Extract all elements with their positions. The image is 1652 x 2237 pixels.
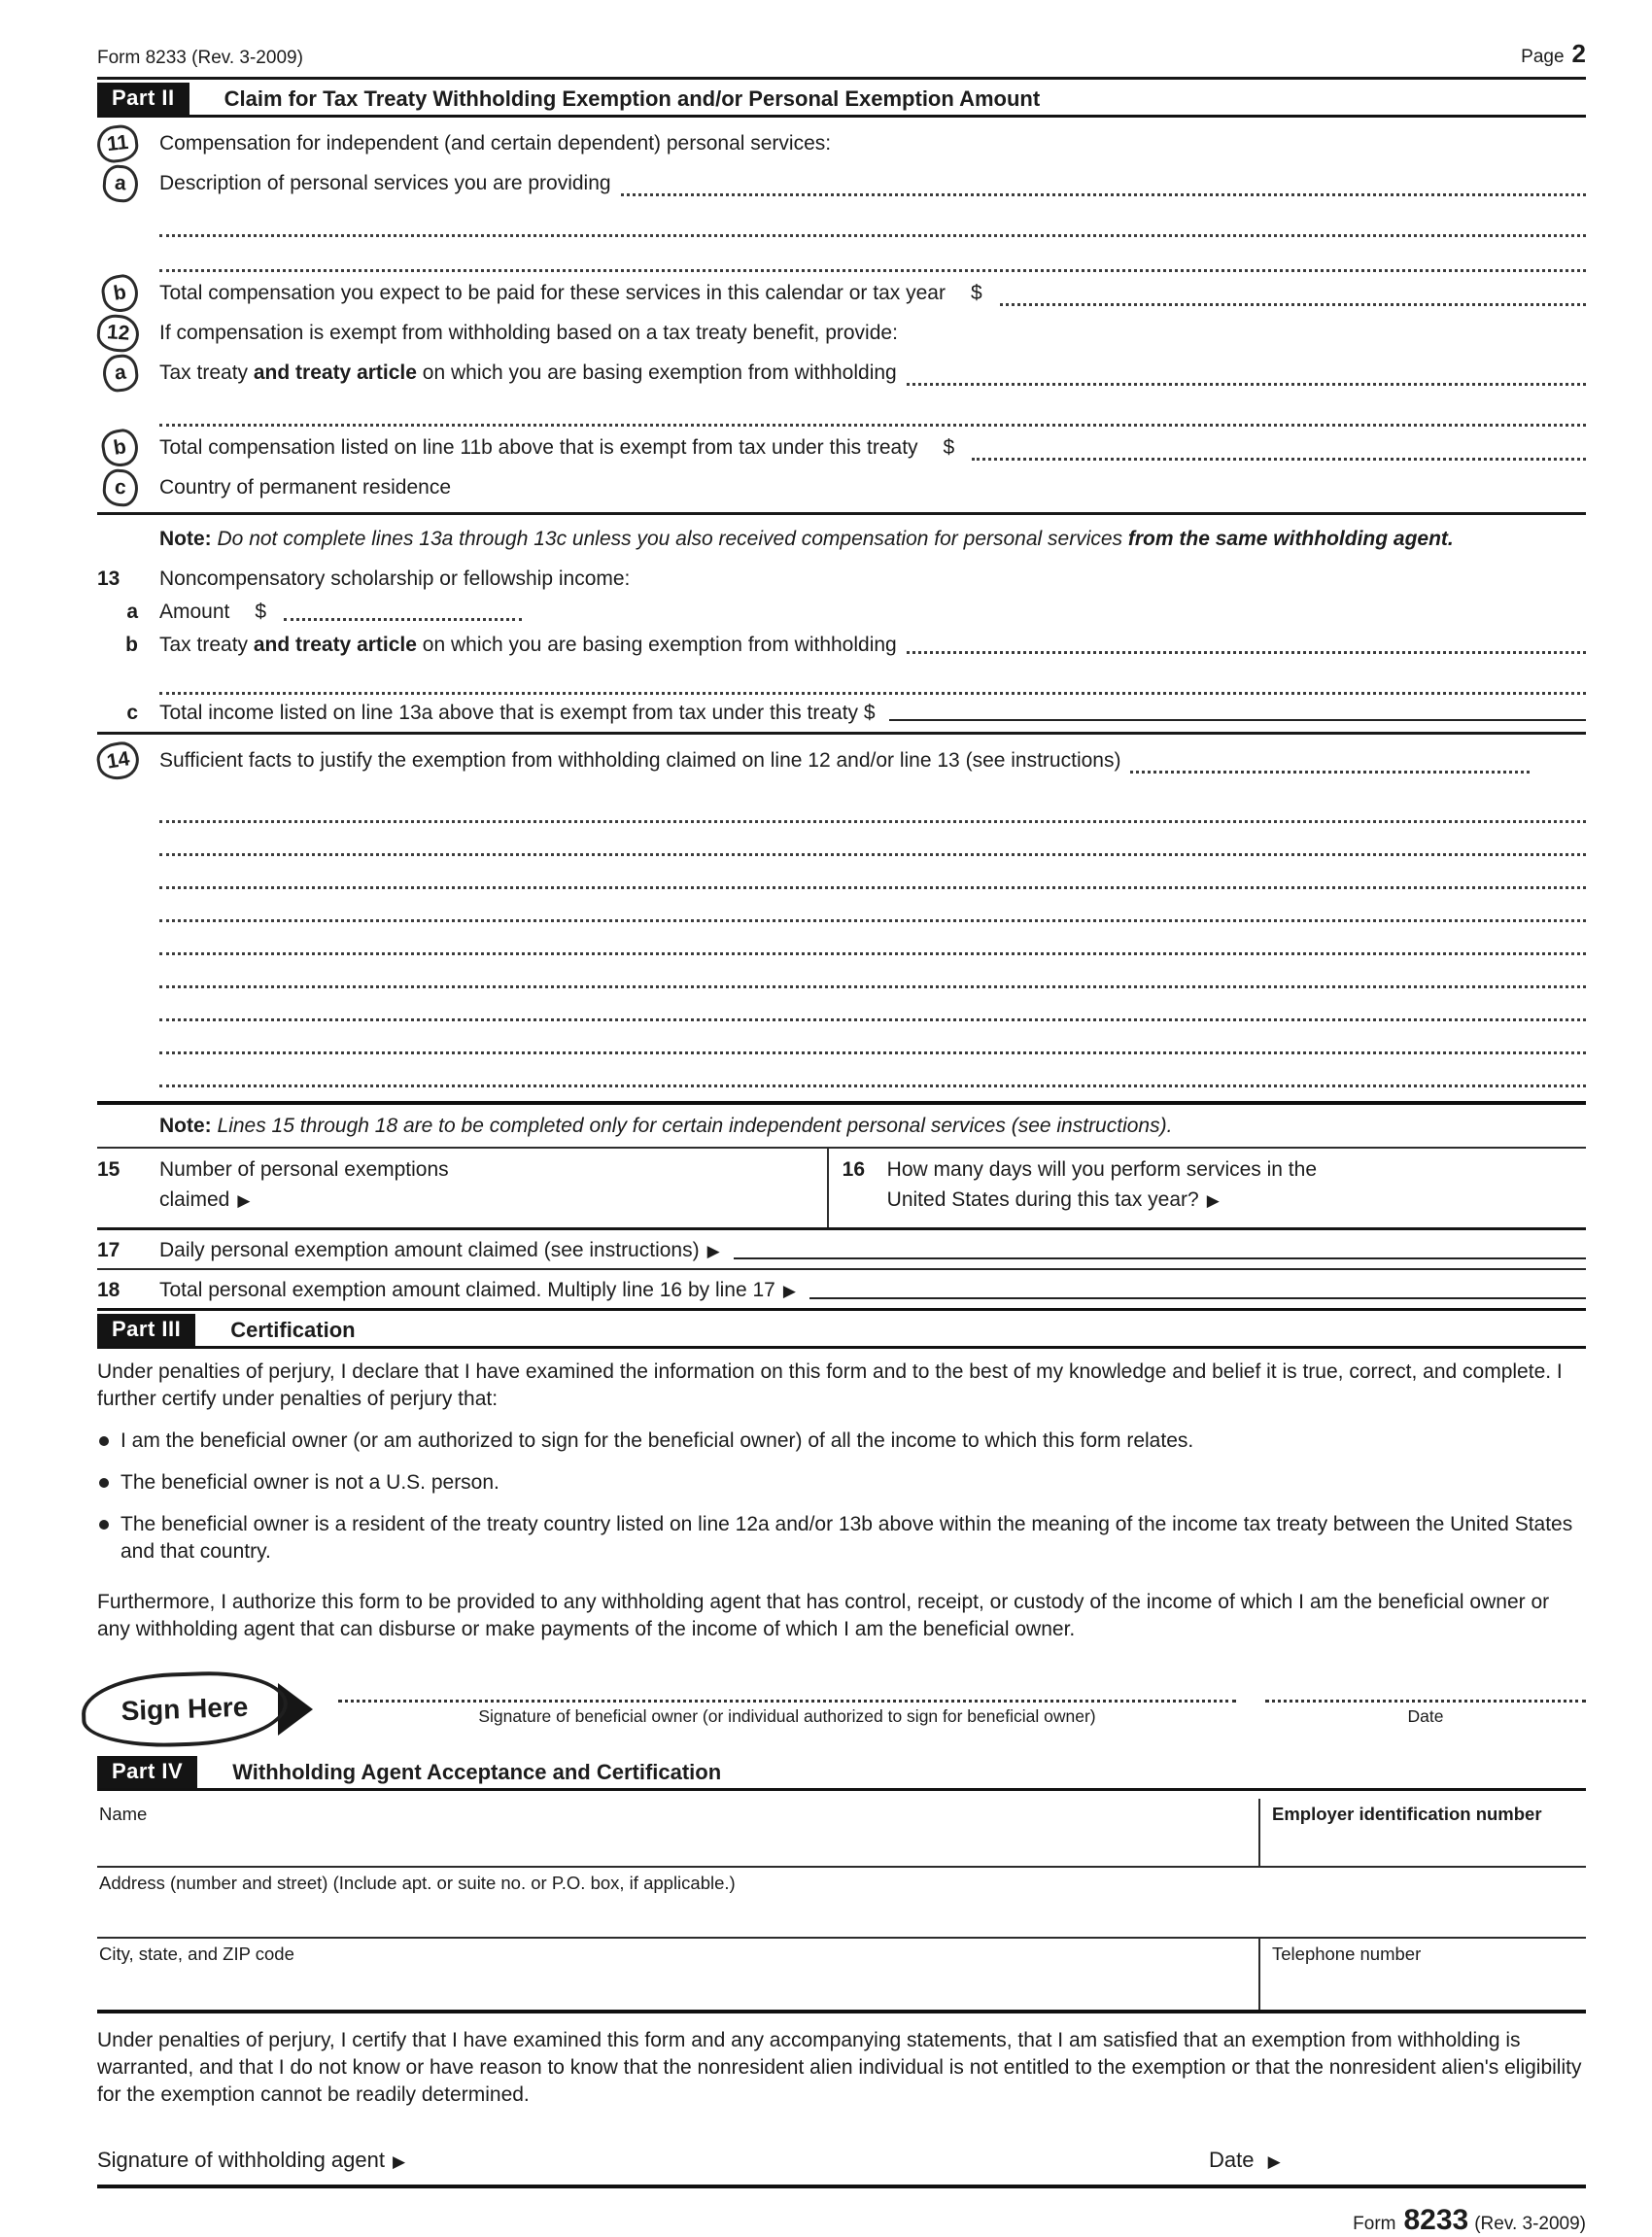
certification-bullet-3: The beneficial owner is a resident of the treaty country listed on line 12a and/or 13b above within the meaning of the income tax treaty between the United States and that country.: [97, 1511, 1586, 1566]
page-word: Page: [1521, 47, 1565, 67]
withholding-agent-fields: [97, 1799, 1586, 2013]
line-13a-amount-field[interactable]: [284, 617, 522, 621]
line-17-arrowhead-icon: ▶: [706, 1242, 720, 1260]
annotation-circle-12c: c: [102, 468, 139, 507]
line-11a-fill-line[interactable]: [621, 192, 1586, 196]
line-14-fill-line-5[interactable]: [159, 892, 1586, 922]
line-12b-dollar-sign: $: [943, 436, 955, 459]
line-13a: [97, 597, 1586, 627]
line-13c-label: Total income listed on line 13a above that is exempt from tax under this treaty $: [159, 702, 876, 724]
furthermore-paragraph: Furthermore, I authorize this form to be provided to any withholding agent that has control, receipt, or custody of the income of which I am the beneficial owner or any withholding agent that can disburse or make payments of the income of which I am the beneficial owner.: [97, 1591, 1550, 1640]
line-16-number: 16: [842, 1158, 866, 1181]
line-14-fill-line[interactable]: [1130, 770, 1530, 774]
line-12a-fill-line[interactable]: [907, 382, 1586, 386]
line-18-number: 18: [97, 1279, 120, 1301]
line-12b-amount-field[interactable]: [972, 457, 1586, 461]
agent-certification-paragraph: Under penalties of perjury, I certify that I have examined this form and any accompanying statements, that I am satisfied that an exemption from withholding is warranted, and that I do not know or have reason to know that the nonresident alien individual is not entitled to the exemption or that the nonresident alien's eligibility for the exemption cannot be readily determined.: [97, 2029, 1582, 2106]
line-11a: [97, 165, 1586, 202]
line-11b: [97, 275, 1586, 312]
footer-form-number: 8233: [1403, 2204, 1469, 2236]
form-id: Form 8233 (Rev. 3-2009): [97, 48, 303, 68]
line-13-number: 13: [97, 568, 120, 590]
line-11-number: [97, 125, 159, 162]
line-12a: [97, 355, 1586, 392]
signature-date-field[interactable]: [1265, 1693, 1586, 1703]
line-15-number: 15: [97, 1158, 120, 1181]
page-indicator: [1521, 39, 1586, 69]
signature-caption: Signature of beneficial owner (or individual authorized to sign for beneficial owner): [478, 1705, 1096, 1726]
line-17-amount-field[interactable]: [734, 1256, 1586, 1259]
sign-here-label: Sign Here: [120, 1691, 249, 1727]
line-14-fill-line-3[interactable]: [159, 826, 1586, 856]
line-13a-letter: a: [126, 601, 138, 623]
line-14-label: Sufficient facts to justify the exemption from withholding claimed on line 12 and/or line 13 (see instructions): [159, 749, 1121, 772]
sign-here-block: [97, 1672, 1586, 1746]
annotation-circle-12a: a: [101, 353, 139, 394]
line-17-number: 17: [97, 1239, 120, 1261]
line-14-fill-line-9[interactable]: [159, 1024, 1586, 1054]
part2-label: Part II: [97, 83, 189, 115]
line-11b-label: Total compensation you expect to be paid for these services in this calendar or tax year: [159, 282, 946, 304]
note-15-label: Note:: [159, 1115, 212, 1137]
agent-name-field[interactable]: [97, 1799, 1258, 1866]
certification-intro: Under penalties of perjury, I declare that I have examined the information on this form and to the best of my knowledge and belief it is true, correct, and complete. I further certify under penalties of perjury that:: [97, 1360, 1563, 1410]
line-12-number: [97, 315, 159, 352]
date-caption: Date: [1407, 1705, 1444, 1726]
certification-bullet-1: I am the beneficial owner (or am authorized to sign for the beneficial owner) of all the income to which this form relates.: [97, 1428, 1586, 1455]
line-13-label: Noncompensatory scholarship or fellowship income:: [159, 568, 631, 590]
line-13b-letter: b: [125, 634, 138, 656]
line-13: [97, 564, 1586, 594]
agent-date-label: Date: [1209, 2148, 1255, 2172]
line-11b-amount-field[interactable]: [1000, 302, 1586, 306]
bullet-icon: [99, 1436, 109, 1446]
footer-revision: (Rev. 3-2009): [1474, 2214, 1586, 2234]
line-17-label: Daily personal exemption amount claimed (see instructions): [159, 1239, 700, 1261]
line-14-fill-line-8[interactable]: [159, 991, 1586, 1021]
line-14-fill-line-4[interactable]: [159, 859, 1586, 889]
note-15-row: Note: Lines 15 through 18 are to be completed only for certain independent personal services (see instructions).: [97, 1105, 1586, 1149]
agent-signature-label: Signature of withholding agent: [97, 2148, 385, 2172]
agent-address-label: Address (number and street) (Include apt. or suite no. or P.O. box, if applicable.): [99, 1873, 736, 1893]
annotation-circle-11: 11: [95, 123, 140, 164]
line-12-label: If compensation is exempt from withholding based on a tax treaty benefit, provide:: [159, 322, 898, 344]
agent-date-block[interactable]: [1209, 2148, 1586, 2173]
agent-phone-field[interactable]: [1258, 1939, 1586, 2010]
annotation-circle-12b: b: [99, 427, 140, 468]
note-13: Note: Do not complete lines 13a through 13c unless you also received compensation for personal services from the same withholding agent.: [159, 528, 1454, 550]
annotation-circle-12: 12: [96, 314, 141, 354]
line-13a-dollar-sign: $: [255, 601, 267, 623]
line-12b-letter: [97, 430, 159, 466]
line-11-label: Compensation for independent (and certain dependent) personal services:: [159, 132, 832, 155]
bullet-icon: [99, 1478, 109, 1488]
beneficial-owner-signature-field[interactable]: [338, 1693, 1236, 1703]
agent-ein-label: Employer identification number: [1272, 1804, 1542, 1824]
agent-name-label: Name: [99, 1804, 148, 1824]
page-number: 2: [1571, 39, 1586, 68]
line-12b-label: Total compensation listed on line 11b above that is exempt from tax under this treaty: [159, 436, 918, 459]
line-16-arrowhead-icon: ▶: [1206, 1191, 1220, 1210]
line-15-16-row: [97, 1149, 1586, 1230]
part2-bar: [97, 83, 1586, 118]
line-11a-label: Description of personal services you are providing: [159, 172, 611, 194]
part2-title: Claim for Tax Treaty Withholding Exemption and/or Personal Exemption Amount: [224, 86, 1041, 111]
part3-bar: [97, 1314, 1586, 1349]
line-14: [97, 742, 1586, 779]
part4-label: Part IV: [97, 1756, 197, 1788]
line-13b-label: Tax treaty and treaty article on which you are basing exemption from withholding: [159, 634, 897, 656]
agent-signature-row: [97, 2118, 1586, 2188]
line-13a-label: Amount: [159, 601, 230, 623]
bullet-icon: [99, 1520, 109, 1530]
annotation-circle-14: 14: [94, 740, 142, 782]
line-15-label: Number of personal exemptions claimed ▶: [159, 1158, 449, 1211]
annotation-circle-11a: a: [102, 164, 139, 203]
line-13b: [97, 630, 1586, 660]
agent-city-field[interactable]: [97, 1939, 1258, 2010]
annotation-circle-11b: b: [99, 272, 140, 314]
agent-phone-label: Telephone number: [1272, 1944, 1422, 1964]
part4-title: Withholding Agent Acceptance and Certification: [232, 1760, 722, 1784]
line-13c-amount-field[interactable]: [889, 717, 1586, 721]
line-13b-fill-line-2[interactable]: [159, 663, 1586, 695]
line-15: [97, 1149, 827, 1227]
line-12a-label: Tax treaty and treaty article on which you are basing exemption from withholding: [159, 361, 897, 384]
line-14-fill-line-6[interactable]: [159, 925, 1586, 955]
line-12a-fill-line-2[interactable]: [159, 395, 1586, 427]
line-13b-fill-line[interactable]: [907, 650, 1586, 654]
line-14-fill-line-10[interactable]: [159, 1057, 1586, 1087]
line-11a-fill-line-2[interactable]: [159, 205, 1586, 237]
line-11: [97, 125, 1586, 162]
line-16-label: How many days will you perform services in the United States during this tax year? ▶: [886, 1158, 1317, 1211]
part3-label: Part III: [97, 1314, 195, 1346]
agent-signature-arrowhead-icon: ▶: [393, 2152, 406, 2171]
part4-bar: [97, 1756, 1586, 1791]
footer-form-word: Form: [1353, 2214, 1396, 2234]
agent-address-field[interactable]: [97, 1868, 1586, 1937]
line-12a-letter: [97, 355, 159, 392]
line-13c-row: [97, 698, 1586, 735]
page-header: [97, 39, 1586, 80]
line-11b-letter: [97, 275, 159, 312]
line-12: [97, 315, 1586, 352]
line-18-label: Total personal exemption amount claimed. Multiply line 16 by line 17: [159, 1279, 775, 1301]
agent-date-arrowhead-icon: ▶: [1267, 2152, 1281, 2171]
line-16: [827, 1149, 1586, 1227]
line-11a-letter: [97, 165, 159, 202]
note-13-label: Note:: [159, 528, 212, 550]
line-13c-letter: c: [126, 702, 138, 724]
line-12b: [97, 430, 1586, 466]
line-14-number: [97, 742, 159, 779]
line-12c-row: [97, 469, 1586, 515]
agent-ein-field[interactable]: [1258, 1799, 1586, 1866]
line-18-amount-field[interactable]: [809, 1295, 1586, 1299]
form-footer: [97, 2204, 1586, 2237]
agent-city-label: City, state, and ZIP code: [99, 1944, 294, 1964]
line-12c-letter: [97, 469, 159, 506]
line-18-row: [97, 1275, 1586, 1311]
line-14-fill-line-2[interactable]: [159, 793, 1586, 823]
certification-bullet-2: The beneficial owner is not a U.S. person.: [97, 1469, 1586, 1497]
line-15-arrowhead-icon: ▶: [237, 1191, 251, 1210]
line-12c-label: Country of permanent residence: [159, 476, 451, 499]
line-18-arrowhead-icon: ▶: [782, 1282, 796, 1300]
line-14-fill-line-7[interactable]: [159, 958, 1586, 988]
sign-here-annotation-circle: [81, 1669, 290, 1749]
line-17-row: [97, 1235, 1586, 1270]
part3-title: Certification: [230, 1318, 356, 1342]
line-11a-fill-line-3[interactable]: [159, 240, 1586, 272]
line-11b-dollar-sign: $: [970, 282, 982, 304]
